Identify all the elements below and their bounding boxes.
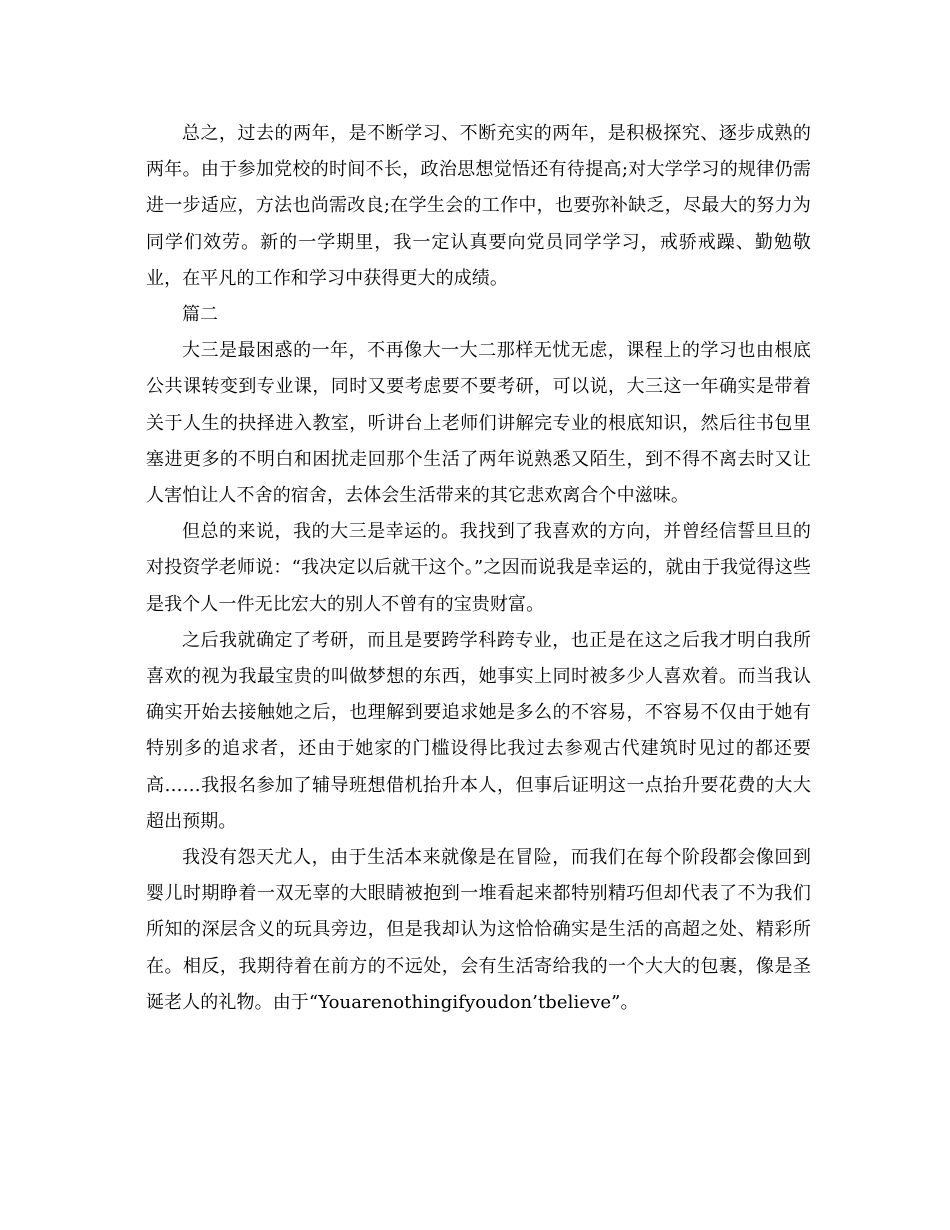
paragraph-no-complaints: 我没有怨天尤人，由于生活本来就像是在冒险，而我们在每个阶段都会像回到婴儿时期睁着一双无辜的大眼睛被抱到一堆看起来都特别精巧但却代表了不为我们所知的深层含义的玩具旁边，但是我却认为这恰恰确实是生活的高超之处、精彩所在。相反，我期待着在前方的不远处，会有生活寄给我的一个大大的包裹，像是圣诞老人的礼物。由于“Youarenothingifyoudon’tbelieve”。 — [146, 847, 811, 1013]
document-body — [146, 116, 811, 1021]
paragraph-summary: 总之，过去的两年，是不断学习、不断充实的两年，是积极探究、逐步成熟的两年。由于参加党校的时间不长，政治思想觉悟还有待提高;对大学学习的规律仍需进一步适应，方法也尚需改良;在学生会的工作中，也要弥补缺乏，尽最大的努力为同学们效劳。新的一学期里，我一定认真要向党员同学学习，戒骄戒躁、勤勉敬业，在平凡的工作和学习中获得更大的成绩。 — [146, 123, 811, 289]
paragraph-graduate-exam: 之后我就确定了考研，而且是要跨学科跨专业，也正是在这之后我才明白我所喜欢的视为我最宝贵的叫做梦想的东西，她事实上同时被多少人喜欢着。而当我认确实开始去接触她之后，也理解到要追求她是多么的不容易，不容易不仅由于她有特别多的追求者，还由于她家的门槛设得比我过去参观古代建筑时见过的都还要高……我报名参加了辅导班想借机抬升本人，但事后证明这一点抬升要花费的大大超出预期。 — [146, 629, 811, 832]
section-heading: 篇二 — [182, 304, 218, 326]
paragraph-junior-year-confusion: 大三是最困惑的一年，不再像大一大二那样无忧无虑，课程上的学习也由根底公共课转变到专业课，同时又要考虑要不要考研，可以说，大三这一年确实是带着关于人生的抉择进入教室，听讲台上老师们讲解完专业的根底知识，然后往书包里塞进更多的不明白和困扰走回那个生活了两年说熟悉又陌生，到不得不离去时又让人害怕让人不舍的宿舍，去体会生活带来的其它悲欢离合个中滋味。 — [146, 340, 811, 507]
paragraph-lucky-year: 但总的来说，我的大三是幸运的。我找到了我喜欢的方向，并曾经信誓旦旦的对投资学老师说：“我决定以后就干这个。”之因而说我是幸运的，就由于我觉得这些是我个人一件无比宏大的别人不曾有的宝贵财富。 — [146, 521, 811, 615]
